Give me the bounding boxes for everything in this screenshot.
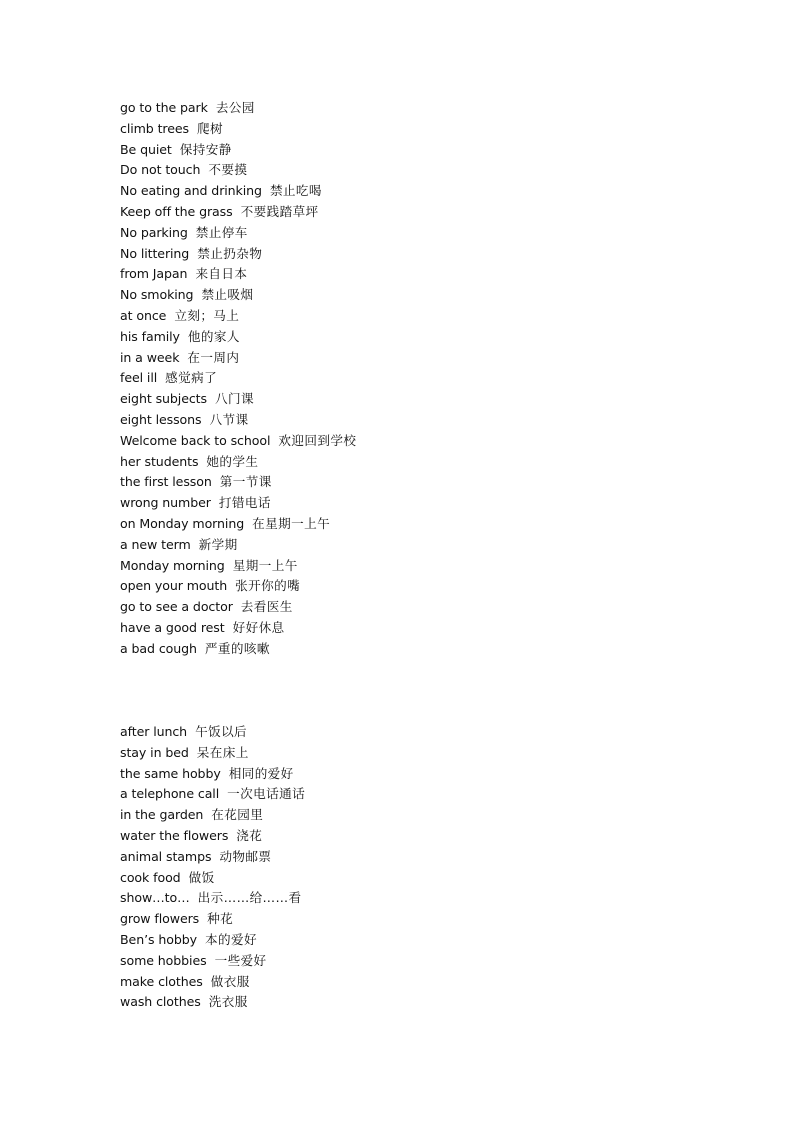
chinese-translation: 禁止扔杂物 — [197, 245, 263, 261]
english-phrase: animal stamps — [120, 848, 212, 864]
chinese-translation: 浇花 — [236, 827, 263, 843]
phrase-item — [120, 743, 305, 764]
english-phrase: stay in bed — [120, 744, 189, 760]
chinese-translation: 她的学生 — [206, 453, 259, 469]
chinese-translation: 禁止停车 — [195, 224, 248, 240]
chinese-translation: 一次电话通话 — [227, 786, 306, 802]
phrase-item — [120, 722, 305, 743]
phrase-item — [120, 285, 356, 306]
phrase-list-2 — [120, 722, 305, 1013]
chinese-translation: 洗衣服 — [208, 994, 248, 1010]
phrase-item — [120, 930, 305, 951]
phrase-item — [120, 888, 305, 909]
phrase-item — [120, 992, 305, 1013]
phrase-item — [120, 576, 356, 597]
phrase-item — [120, 431, 356, 452]
chinese-translation: 不要摸 — [208, 162, 248, 178]
english-phrase: Monday morning — [120, 557, 225, 573]
phrase-item — [120, 556, 356, 577]
english-phrase: climb trees — [120, 120, 189, 136]
english-phrase: No parking — [120, 224, 188, 240]
phrase-item — [120, 98, 356, 119]
english-phrase: the first lesson — [120, 474, 212, 490]
phrase-item — [120, 493, 356, 514]
english-phrase: go to see a doctor — [120, 599, 233, 615]
english-phrase: her students — [120, 453, 199, 469]
english-phrase: some hobbies — [120, 952, 207, 968]
chinese-translation: 保持安静 — [179, 141, 232, 157]
english-phrase: go to the park — [120, 100, 208, 115]
phrase-item — [120, 847, 305, 868]
english-phrase: eight lessons — [120, 411, 202, 427]
phrase-item — [120, 410, 356, 431]
phrase-item — [120, 909, 305, 930]
phrase-item — [120, 618, 356, 639]
chinese-translation: 本的爱好 — [204, 931, 257, 947]
english-phrase: grow flowers — [120, 911, 200, 927]
phrase-item — [120, 784, 305, 805]
chinese-translation: 立刻；马上 — [174, 307, 240, 323]
chinese-translation: 种花 — [207, 911, 234, 927]
phrase-item — [120, 972, 305, 993]
chinese-translation: 八节课 — [209, 411, 249, 427]
phrase-item — [120, 535, 356, 556]
english-phrase: on Monday morning — [120, 515, 245, 531]
phrase-item — [120, 764, 305, 785]
english-phrase: water the flowers — [120, 827, 229, 843]
chinese-translation: 第一节课 — [219, 474, 272, 490]
english-phrase: in the garden — [120, 807, 204, 823]
english-phrase: a bad cough — [120, 640, 197, 656]
phrase-list-1 — [120, 98, 356, 660]
phrase-item — [120, 597, 356, 618]
phrase-item — [120, 951, 305, 972]
chinese-translation: 去看医生 — [240, 599, 293, 615]
chinese-translation: 在花园里 — [211, 807, 264, 823]
phrase-item — [120, 472, 356, 493]
chinese-translation: 禁止吃喝 — [269, 183, 322, 199]
chinese-translation: 欢迎回到学校 — [278, 432, 357, 448]
chinese-translation: 感觉病了 — [165, 370, 218, 386]
chinese-translation: 做饭 — [188, 869, 215, 885]
phrase-item — [120, 223, 356, 244]
chinese-translation: 星期一上午 — [232, 557, 298, 573]
english-phrase: have a good rest — [120, 619, 225, 635]
phrase-item — [120, 805, 305, 826]
english-phrase: Keep off the grass — [120, 203, 233, 219]
english-phrase: after lunch — [120, 724, 188, 739]
english-phrase: from Japan — [120, 266, 188, 282]
chinese-translation: 张开你的嘴 — [235, 578, 301, 594]
english-phrase: No littering — [120, 245, 190, 261]
chinese-translation: 爬树 — [196, 120, 223, 136]
english-phrase: wrong number — [120, 495, 211, 511]
english-phrase: a new term — [120, 536, 191, 552]
chinese-translation: 好好休息 — [232, 619, 285, 635]
english-phrase: in a week — [120, 349, 180, 365]
phrase-item — [120, 306, 356, 327]
english-phrase: Do not touch — [120, 162, 201, 178]
phrase-item — [120, 868, 305, 889]
chinese-translation: 一些爱好 — [214, 952, 267, 968]
chinese-translation: 严重的咳嗽 — [204, 640, 270, 656]
chinese-translation: 出示……给……看 — [197, 890, 302, 906]
phrase-item — [120, 826, 305, 847]
phrase-item — [120, 327, 356, 348]
english-phrase: Be quiet — [120, 141, 172, 157]
english-phrase: Ben’s hobby — [120, 931, 197, 947]
phrase-item — [120, 244, 356, 265]
phrase-item — [120, 514, 356, 535]
phrase-item — [120, 452, 356, 473]
chinese-translation: 不要践踏草坪 — [240, 203, 319, 219]
english-phrase: No eating and drinking — [120, 183, 262, 199]
chinese-translation: 禁止吸烟 — [201, 287, 254, 303]
chinese-translation: 在星期一上午 — [252, 515, 331, 531]
english-phrase: eight subjects — [120, 391, 207, 407]
phrase-item — [120, 119, 356, 140]
english-phrase: wash clothes — [120, 994, 201, 1010]
phrase-item — [120, 160, 356, 181]
phrase-item — [120, 389, 356, 410]
chinese-translation: 呆在床上 — [196, 744, 249, 760]
phrase-item — [120, 639, 356, 660]
english-phrase: open your mouth — [120, 578, 228, 594]
chinese-translation: 打错电话 — [218, 495, 271, 511]
english-phrase: cook food — [120, 869, 181, 885]
english-phrase: No smoking — [120, 287, 194, 303]
phrase-item — [120, 181, 356, 202]
chinese-translation: 八门课 — [214, 391, 254, 407]
english-phrase: a telephone call — [120, 786, 220, 802]
english-phrase: feel ill — [120, 370, 158, 386]
chinese-translation: 在一周内 — [187, 349, 240, 365]
chinese-translation: 新学期 — [198, 536, 238, 552]
english-phrase: his family — [120, 328, 180, 344]
phrase-item — [120, 348, 356, 369]
english-phrase: the same hobby — [120, 765, 221, 781]
chinese-translation: 来自日本 — [195, 266, 248, 282]
chinese-translation: 做衣服 — [210, 973, 250, 989]
chinese-translation: 去公园 — [215, 100, 255, 115]
chinese-translation: 相同的爱好 — [228, 765, 294, 781]
english-phrase: show…to… — [120, 890, 190, 906]
phrase-item — [120, 140, 356, 161]
phrase-item — [120, 368, 356, 389]
phrase-item — [120, 264, 356, 285]
chinese-translation: 他的家人 — [187, 328, 240, 344]
english-phrase: Welcome back to school — [120, 432, 271, 448]
chinese-translation: 动物邮票 — [219, 848, 272, 864]
english-phrase: at once — [120, 307, 167, 323]
english-phrase: make clothes — [120, 973, 203, 989]
chinese-translation: 午饭以后 — [195, 724, 248, 739]
phrase-item — [120, 202, 356, 223]
